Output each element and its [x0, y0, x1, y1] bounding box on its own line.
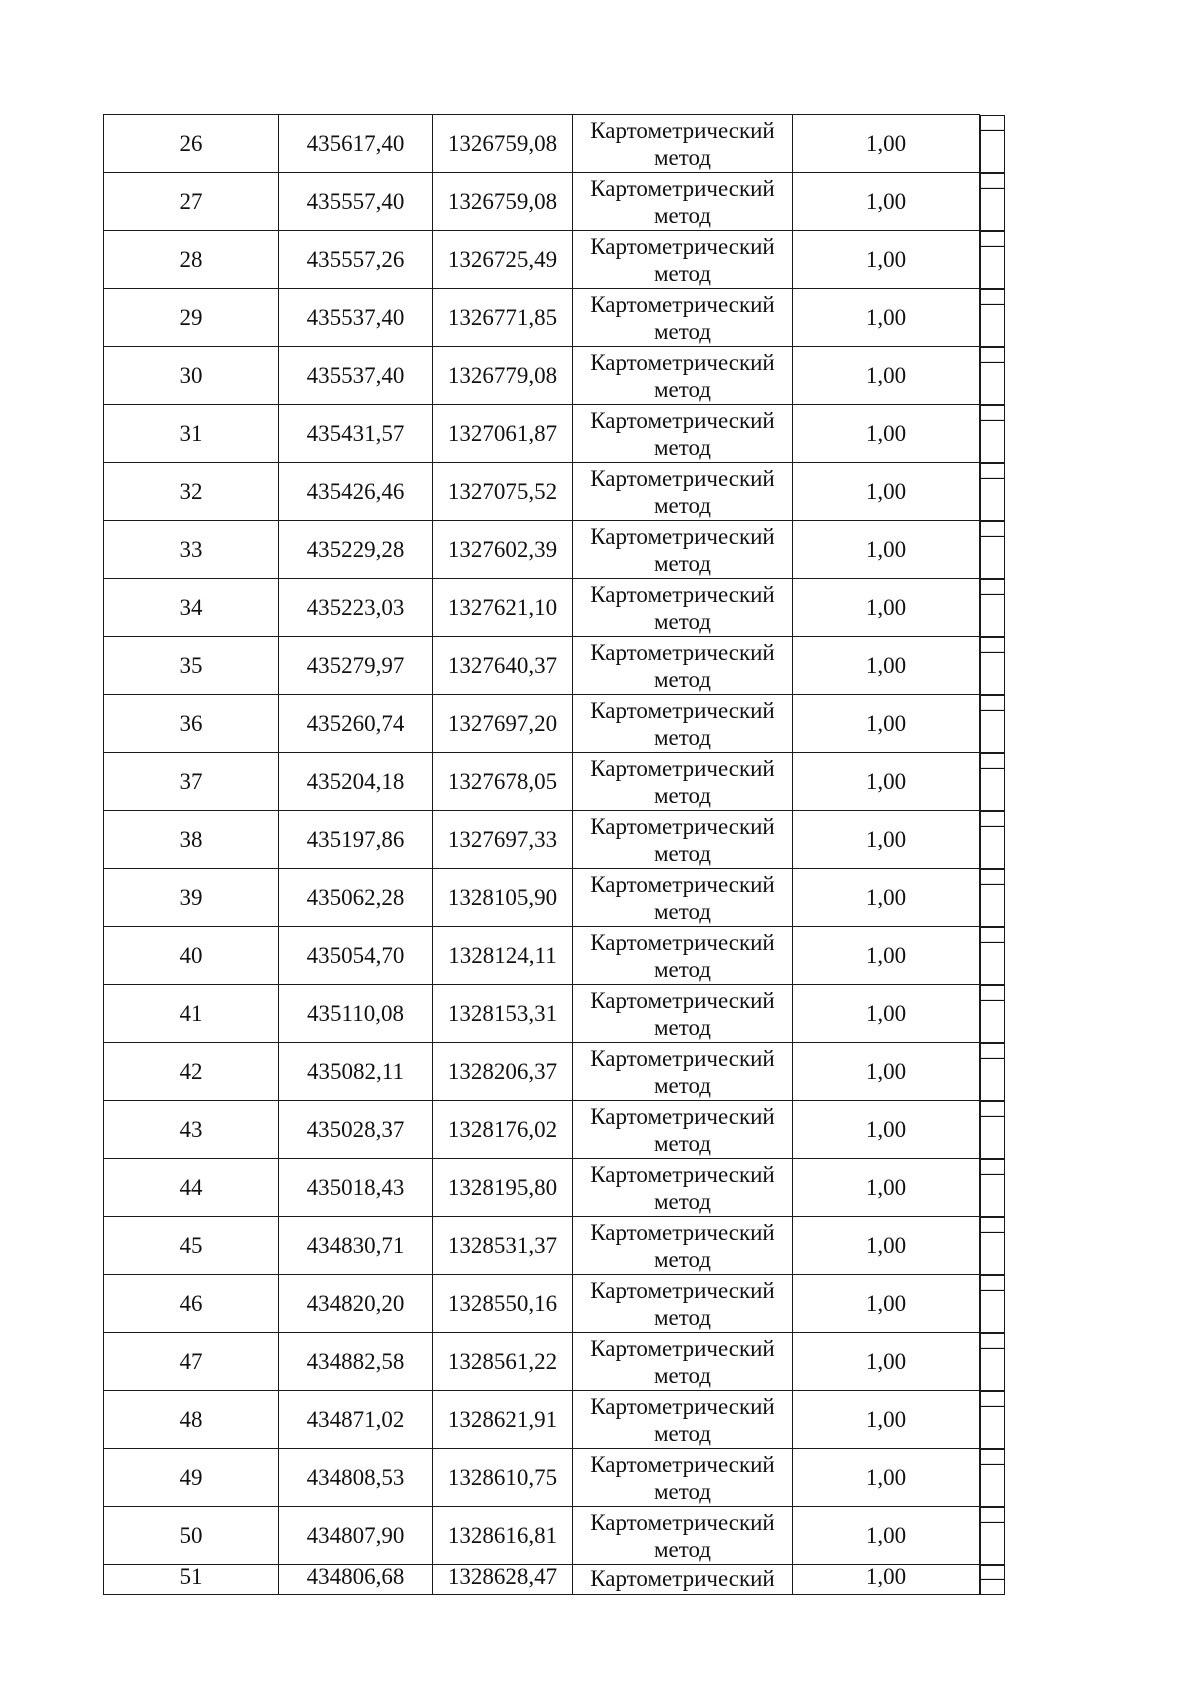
method-line-2: метод [653, 202, 712, 228]
accuracy-cell: 1,00 [793, 811, 980, 869]
accuracy-cell: 1,00 [793, 1333, 980, 1391]
x-coordinate-cell: 435431,57 [279, 405, 433, 463]
method-line-1: Картометрический [590, 697, 775, 723]
method-line-1: Картометрический [590, 1103, 775, 1129]
y-coordinate-cell: 1327640,37 [433, 637, 573, 695]
accuracy-cell: 1,00 [793, 347, 980, 405]
method-line-1: Картометрический [590, 987, 775, 1013]
method-text [590, 407, 775, 461]
point-number-cell: 48 [104, 1391, 279, 1449]
point-number-cell: 26 [104, 115, 279, 173]
accuracy-cell: 1,00 [793, 115, 980, 173]
method-cell [573, 1333, 793, 1391]
note-cell: — [980, 637, 1005, 695]
note-cell: — [980, 1507, 1005, 1565]
table-row [104, 985, 1161, 1043]
point-number-cell: 44 [104, 1159, 279, 1217]
method-text [590, 1045, 775, 1099]
method-line-2: метод [653, 1420, 712, 1446]
method-line-2: метод [653, 1536, 712, 1562]
y-coordinate-cell: 1326759,08 [433, 173, 573, 231]
table-row [104, 1159, 1161, 1217]
note-cell: — [980, 463, 1005, 521]
note-cell: — [980, 1043, 1005, 1101]
method-line-2: метод [653, 898, 712, 924]
accuracy-cell: 1,00 [793, 869, 980, 927]
method-text [590, 581, 775, 635]
table-row [104, 115, 1161, 173]
accuracy-cell: 1,00 [793, 1449, 980, 1507]
point-number-cell: 33 [104, 521, 279, 579]
table-row [104, 579, 1161, 637]
method-text [590, 233, 775, 287]
method-cell [573, 579, 793, 637]
point-number-cell: 46 [104, 1275, 279, 1333]
method-line-1: Картометрический [590, 1335, 775, 1361]
method-line-1: Картометрический [590, 1509, 775, 1535]
method-line-1: Картометрический [590, 1451, 775, 1477]
method-line-2: метод [653, 1246, 712, 1272]
method-text [590, 117, 775, 171]
method-line-1: Картометрический [590, 871, 775, 897]
method-line-2: метод [653, 1072, 712, 1098]
table-row [104, 1101, 1161, 1159]
point-number-cell: 37 [104, 753, 279, 811]
method-cell [573, 927, 793, 985]
x-coordinate-cell: 435617,40 [279, 115, 433, 173]
method-text [590, 523, 775, 577]
method-cell [573, 985, 793, 1043]
method-line-2: метод [653, 492, 712, 518]
method-cell [573, 463, 793, 521]
note-cell: — [980, 115, 1005, 173]
method-cell [573, 1507, 793, 1565]
note-cell: — [980, 927, 1005, 985]
note-cell: — [980, 1333, 1005, 1391]
accuracy-cell: 1,00 [793, 173, 980, 231]
x-coordinate-cell: 435426,46 [279, 463, 433, 521]
method-line-1: Картометрический [590, 581, 775, 607]
accuracy-cell: 1,00 [793, 1217, 980, 1275]
point-number-cell: 31 [104, 405, 279, 463]
table-row [104, 695, 1161, 753]
y-coordinate-cell: 1327602,39 [433, 521, 573, 579]
method-line-2: метод [653, 550, 712, 576]
point-number-cell: 29 [104, 289, 279, 347]
accuracy-cell: 1,00 [793, 985, 980, 1043]
note-cell: — [980, 347, 1005, 405]
y-coordinate-cell: 1328550,16 [433, 1275, 573, 1333]
note-cell: — [980, 173, 1005, 231]
method-line-2: метод [653, 260, 712, 286]
method-line-2: метод [653, 956, 712, 982]
accuracy-cell: 1,00 [793, 1391, 980, 1449]
method-cell [573, 869, 793, 927]
method-text [590, 929, 775, 983]
method-text [590, 1335, 775, 1389]
point-number-cell: 32 [104, 463, 279, 521]
y-coordinate-cell: 1326779,08 [433, 347, 573, 405]
x-coordinate-cell: 435054,70 [279, 927, 433, 985]
method-line-2: метод [653, 608, 712, 634]
method-line-2: метод [653, 1362, 712, 1388]
method-line-2: метод [653, 840, 712, 866]
method-text [590, 987, 775, 1041]
x-coordinate-cell: 435028,37 [279, 1101, 433, 1159]
note-cell: — [980, 1101, 1005, 1159]
table-row [104, 927, 1161, 985]
x-coordinate-cell: 434806,68 [279, 1565, 433, 1595]
note-cell: — [980, 753, 1005, 811]
method-cell [573, 173, 793, 231]
table-row [104, 347, 1161, 405]
method-cell [573, 1159, 793, 1217]
method-cell [573, 637, 793, 695]
point-number-cell: 38 [104, 811, 279, 869]
y-coordinate-cell: 1327678,05 [433, 753, 573, 811]
point-number-cell: 34 [104, 579, 279, 637]
accuracy-cell: 1,00 [793, 521, 980, 579]
method-line-1: Картометрический [590, 465, 775, 491]
method-line-1: Картометрический [590, 291, 775, 317]
x-coordinate-cell: 435229,28 [279, 521, 433, 579]
method-line-1: Картометрический [590, 755, 775, 781]
note-cell: — [980, 1565, 1005, 1595]
table-row [104, 869, 1161, 927]
table-row [104, 521, 1161, 579]
y-coordinate-cell: 1328176,02 [433, 1101, 573, 1159]
table-row [104, 463, 1161, 521]
method-line-1: Картометрический [590, 1161, 775, 1187]
table-row [104, 1449, 1161, 1507]
method-cell [573, 1043, 793, 1101]
table-row [104, 637, 1161, 695]
y-coordinate-cell: 1327621,10 [433, 579, 573, 637]
method-text [590, 1277, 775, 1331]
method-line-2: метод [653, 724, 712, 750]
table-row [104, 1275, 1161, 1333]
point-number-cell: 30 [104, 347, 279, 405]
point-number-cell: 28 [104, 231, 279, 289]
method-cell [573, 347, 793, 405]
accuracy-cell: 1,00 [793, 695, 980, 753]
method-line-2: метод [653, 1130, 712, 1156]
accuracy-cell: 1,00 [793, 1275, 980, 1333]
table-row [104, 405, 1161, 463]
y-coordinate-cell: 1327075,52 [433, 463, 573, 521]
point-number-cell: 45 [104, 1217, 279, 1275]
table-row [104, 1217, 1161, 1275]
accuracy-cell: 1,00 [793, 1159, 980, 1217]
table-row [104, 1333, 1161, 1391]
method-text [590, 1451, 775, 1505]
method-line-1: Картометрический [590, 813, 775, 839]
method-line-1: Картометрический [590, 117, 775, 143]
method-line-2: метод [653, 434, 712, 460]
y-coordinate-cell: 1328153,31 [433, 985, 573, 1043]
table-row [104, 231, 1161, 289]
point-number-cell: 39 [104, 869, 279, 927]
coordinates-table-body [104, 115, 1161, 1595]
x-coordinate-cell: 434871,02 [279, 1391, 433, 1449]
x-coordinate-cell: 435557,26 [279, 231, 433, 289]
x-coordinate-cell: 434830,71 [279, 1217, 433, 1275]
method-line-1: Картометрический [590, 175, 775, 201]
point-number-cell: 42 [104, 1043, 279, 1101]
y-coordinate-cell: 1328206,37 [433, 1043, 573, 1101]
method-text [590, 1509, 775, 1563]
y-coordinate-cell: 1327061,87 [433, 405, 573, 463]
y-coordinate-cell: 1328561,22 [433, 1333, 573, 1391]
method-cell [573, 115, 793, 173]
note-cell: — [980, 405, 1005, 463]
x-coordinate-cell: 434820,20 [279, 1275, 433, 1333]
method-line-2: метод [653, 1304, 712, 1330]
x-coordinate-cell: 435204,18 [279, 753, 433, 811]
method-text [590, 175, 775, 229]
accuracy-cell: 1,00 [793, 637, 980, 695]
coordinates-table [103, 114, 1161, 1595]
x-coordinate-cell: 435110,08 [279, 985, 433, 1043]
note-cell: — [980, 521, 1005, 579]
y-coordinate-cell: 1328616,81 [433, 1507, 573, 1565]
note-cell: — [980, 1391, 1005, 1449]
method-line-2: метод [653, 782, 712, 808]
y-coordinate-cell: 1328124,11 [433, 927, 573, 985]
x-coordinate-cell: 435018,43 [279, 1159, 433, 1217]
method-line-1: Картометрический [590, 1393, 775, 1419]
point-number-cell: 49 [104, 1449, 279, 1507]
table-row [104, 811, 1161, 869]
y-coordinate-cell: 1326771,85 [433, 289, 573, 347]
method-cell [573, 1101, 793, 1159]
x-coordinate-cell: 435062,28 [279, 869, 433, 927]
y-coordinate-cell: 1328628,47 [433, 1565, 573, 1595]
accuracy-cell: 1,00 [793, 753, 980, 811]
note-cell: — [980, 1449, 1005, 1507]
x-coordinate-cell: 434807,90 [279, 1507, 433, 1565]
table-row [104, 1391, 1161, 1449]
x-coordinate-cell: 435223,03 [279, 579, 433, 637]
table-row [104, 289, 1161, 347]
method-line-1: Картометрический [590, 929, 775, 955]
method-line-2: метод [653, 1014, 712, 1040]
x-coordinate-cell: 434808,53 [279, 1449, 433, 1507]
y-coordinate-cell: 1327697,33 [433, 811, 573, 869]
method-cell [573, 1275, 793, 1333]
y-coordinate-cell: 1326759,08 [433, 115, 573, 173]
method-cell [573, 1391, 793, 1449]
method-text [590, 1393, 775, 1447]
note-cell: — [980, 695, 1005, 753]
accuracy-cell: 1,00 [793, 405, 980, 463]
method-line-2: метод [653, 144, 712, 170]
method-text [590, 465, 775, 519]
accuracy-cell: 1,00 [793, 927, 980, 985]
note-cell: — [980, 1275, 1005, 1333]
point-number-cell: 27 [104, 173, 279, 231]
point-number-cell: 41 [104, 985, 279, 1043]
note-cell: — [980, 579, 1005, 637]
note-cell: — [980, 869, 1005, 927]
method-cell [573, 811, 793, 869]
method-line-1: Картометрический [590, 523, 775, 549]
method-line-1: Картометрический [590, 349, 775, 375]
table-row [104, 1507, 1161, 1565]
method-line-2: метод [653, 376, 712, 402]
method-text [590, 291, 775, 345]
method-text [590, 697, 775, 751]
x-coordinate-cell: 435537,40 [279, 289, 433, 347]
method-line-2: метод [653, 1478, 712, 1504]
x-coordinate-cell: 435260,74 [279, 695, 433, 753]
x-coordinate-cell: 435197,86 [279, 811, 433, 869]
point-number-cell: 43 [104, 1101, 279, 1159]
method-line-1: Картометрический [590, 1219, 775, 1245]
x-coordinate-cell: 435279,97 [279, 637, 433, 695]
y-coordinate-cell: 1328195,80 [433, 1159, 573, 1217]
y-coordinate-cell: 1328610,75 [433, 1449, 573, 1507]
note-cell: — [980, 1217, 1005, 1275]
point-number-cell: 50 [104, 1507, 279, 1565]
accuracy-cell: 1,00 [793, 1507, 980, 1565]
accuracy-cell: 1,00 [793, 463, 980, 521]
x-coordinate-cell: 434882,58 [279, 1333, 433, 1391]
method-text [590, 1103, 775, 1157]
y-coordinate-cell: 1326725,49 [433, 231, 573, 289]
method-cell [573, 1565, 793, 1595]
y-coordinate-cell: 1328531,37 [433, 1217, 573, 1275]
method-line-1: Картометрический [590, 407, 775, 433]
method-line-1: Картометрический [590, 1045, 775, 1071]
method-text [590, 1565, 775, 1592]
accuracy-cell: 1,00 [793, 579, 980, 637]
method-cell [573, 753, 793, 811]
note-cell: — [980, 811, 1005, 869]
table-row [104, 1565, 1161, 1595]
method-line-1: Картометрический [590, 233, 775, 259]
accuracy-cell: 1,00 [793, 1101, 980, 1159]
method-cell [573, 231, 793, 289]
y-coordinate-cell: 1328621,91 [433, 1391, 573, 1449]
note-cell: — [980, 985, 1005, 1043]
point-number-cell: 36 [104, 695, 279, 753]
table-row [104, 753, 1161, 811]
note-cell: — [980, 231, 1005, 289]
method-line-2: метод [653, 318, 712, 344]
method-line-1: Картометрический [590, 1566, 775, 1591]
method-cell [573, 405, 793, 463]
accuracy-cell: 1,00 [793, 231, 980, 289]
table-row [104, 173, 1161, 231]
method-cell [573, 695, 793, 753]
y-coordinate-cell: 1328105,90 [433, 869, 573, 927]
method-line-2: метод [653, 666, 712, 692]
point-number-cell: 35 [104, 637, 279, 695]
x-coordinate-cell: 435537,40 [279, 347, 433, 405]
method-cell [573, 521, 793, 579]
x-coordinate-cell: 435082,11 [279, 1043, 433, 1101]
method-cell [573, 289, 793, 347]
accuracy-cell: 1,00 [793, 289, 980, 347]
method-cell [573, 1217, 793, 1275]
method-text [590, 1161, 775, 1215]
point-number-cell: 40 [104, 927, 279, 985]
note-cell: — [980, 289, 1005, 347]
y-coordinate-cell: 1327697,20 [433, 695, 573, 753]
table-row [104, 1043, 1161, 1101]
accuracy-cell: 1,00 [793, 1565, 980, 1595]
method-text [590, 349, 775, 403]
note-cell: — [980, 1159, 1005, 1217]
accuracy-cell: 1,00 [793, 1043, 980, 1101]
x-coordinate-cell: 435557,40 [279, 173, 433, 231]
point-number-cell: 47 [104, 1333, 279, 1391]
method-text [590, 871, 775, 925]
method-line-1: Картометрический [590, 1277, 775, 1303]
method-text [590, 1219, 775, 1273]
method-text [590, 813, 775, 867]
method-text [590, 639, 775, 693]
method-cell [573, 1449, 793, 1507]
method-line-2: метод [653, 1188, 712, 1214]
point-number-cell: 51 [104, 1565, 279, 1595]
method-text [590, 755, 775, 809]
method-line-1: Картометрический [590, 639, 775, 665]
